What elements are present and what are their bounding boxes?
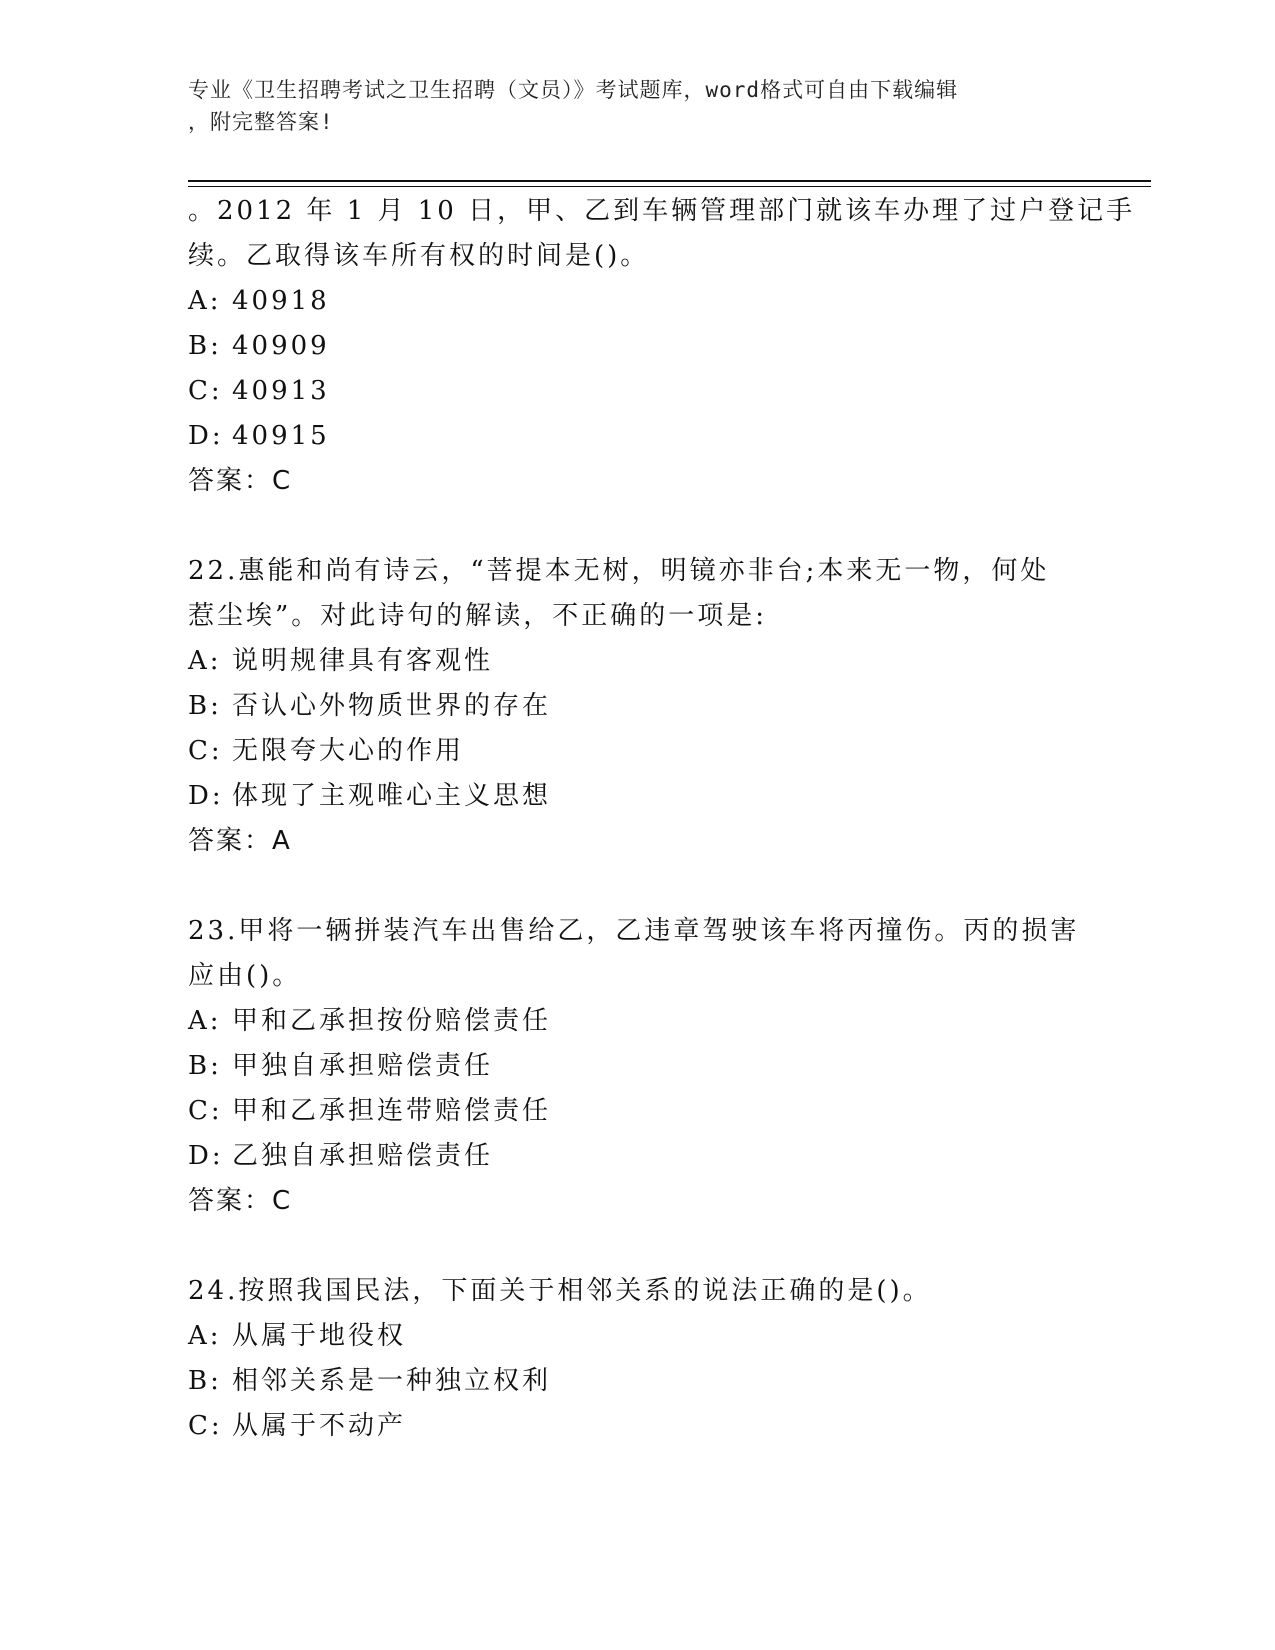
option-b (188, 1359, 1088, 1404)
header-line: 专业《卫生招聘考试之卫生招聘（文员）》考试题库，word格式可自由下载编辑 (188, 78, 959, 102)
option-text: 从属于地役权 (232, 1321, 407, 1351)
option-d (188, 414, 1088, 459)
question-stem-line: 。2012 年 1 月 10 日，甲、乙到车辆管理部门就该车办理了过户登记手 (188, 196, 1136, 226)
spacer (188, 1224, 1088, 1269)
option-label: C: (188, 1096, 223, 1126)
option-label: B: (188, 331, 222, 361)
option-text: 无限夸大心的作用 (232, 736, 465, 766)
question-stem-line: 22.惠能和尚有诗云，“菩提本无树，明镜亦非台;本来无一物，何处 (188, 556, 1050, 586)
option-text: 说明规律具有客观性 (232, 646, 494, 676)
answer-line: 答案：C (188, 1186, 293, 1216)
option-label: C: (188, 1411, 223, 1441)
question-stem-line: 惹尘埃”。对此诗句的解读，不正确的一项是: (188, 601, 768, 631)
question-block (188, 1269, 1088, 1449)
option-label: D: (188, 781, 224, 811)
question-block (188, 909, 1088, 1224)
option-label: B: (188, 1366, 222, 1396)
option-text: 甲和乙承担按份赔偿责任 (232, 1006, 552, 1036)
header-rule-thick (188, 180, 1151, 182)
option-text: 否认心外物质世界的存在 (232, 691, 552, 721)
option-label: D: (188, 421, 224, 451)
option-text: 40909 (232, 331, 330, 361)
header-line: ，附完整答案! (188, 110, 334, 134)
option-b (188, 324, 1088, 369)
option-label: B: (188, 691, 222, 721)
option-b (188, 684, 1088, 729)
option-label: D: (188, 1141, 224, 1171)
answer-line: 答案：C (188, 466, 293, 496)
option-label: A: (188, 286, 222, 316)
option-text: 40918 (232, 286, 330, 316)
option-c (188, 369, 1088, 414)
option-label: A: (188, 646, 222, 676)
option-a (188, 639, 1088, 684)
option-text: 从属于不动产 (232, 1411, 407, 1441)
option-text: 乙独自承担赔偿责任 (232, 1141, 494, 1171)
question-block (188, 189, 1136, 504)
option-text: 甲和乙承担连带赔偿责任 (232, 1096, 552, 1126)
option-a (188, 279, 1088, 324)
option-text: 体现了主观唯心主义思想 (232, 781, 552, 811)
question-stem-line: 续。乙取得该车所有权的时间是()。 (188, 241, 650, 271)
option-label: A: (188, 1006, 222, 1036)
option-label: B: (188, 1051, 222, 1081)
option-text: 40913 (232, 376, 330, 406)
spacer (188, 504, 1088, 549)
option-label: C: (188, 376, 223, 406)
option-a (188, 1314, 1088, 1359)
option-text: 相邻关系是一种独立权利 (232, 1366, 552, 1396)
question-stem-line: 应由()。 (188, 961, 302, 991)
document-header (188, 74, 1068, 138)
option-label: C: (188, 736, 223, 766)
option-a (188, 999, 1088, 1044)
question-stem-line: 23.甲将一辆拼装汽车出售给乙，乙违章驾驶该车将丙撞伤。丙的损害 (188, 916, 1080, 946)
spacer (188, 864, 1088, 909)
option-d (188, 774, 1088, 819)
option-text: 甲独自承担赔偿责任 (232, 1051, 494, 1081)
option-b (188, 1044, 1088, 1089)
question-block (188, 549, 1088, 864)
option-c (188, 729, 1088, 774)
question-stem-line: 24.按照我国民法，下面关于相邻关系的说法正确的是()。 (188, 1276, 932, 1306)
option-label: A: (188, 1321, 222, 1351)
option-text: 40915 (232, 421, 330, 451)
option-d (188, 1134, 1088, 1179)
question-list (188, 189, 1136, 1449)
answer-line: 答案：A (188, 826, 292, 856)
header-rule-thin (188, 186, 1151, 187)
option-c (188, 1404, 1088, 1449)
option-c (188, 1089, 1088, 1134)
